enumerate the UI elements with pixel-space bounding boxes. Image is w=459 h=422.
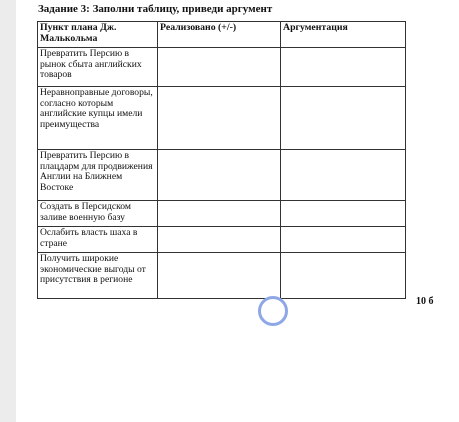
- table-header-row: [38, 22, 406, 48]
- argument-cell[interactable]: [281, 201, 406, 227]
- task-title: Задание 3: Заполни таблицу, приведи аргумент: [38, 3, 273, 15]
- page-number: 10 б: [416, 296, 434, 307]
- loading-spinner-icon: [258, 296, 288, 326]
- table-row: [38, 227, 406, 253]
- argument-cell[interactable]: [281, 87, 406, 150]
- table-row: [38, 253, 406, 299]
- table-row: [38, 87, 406, 150]
- implemented-cell[interactable]: [158, 227, 281, 253]
- plan-item-cell: Ослабить власть шаха в стране: [38, 227, 158, 253]
- implemented-cell[interactable]: [158, 48, 281, 87]
- implemented-cell[interactable]: [158, 201, 281, 227]
- table-row: [38, 48, 406, 87]
- implemented-cell[interactable]: [158, 87, 281, 150]
- scan-margin: [0, 0, 16, 422]
- header-implemented: Реализовано (+/-): [158, 22, 281, 48]
- argument-cell[interactable]: [281, 150, 406, 201]
- plan-item-cell: Превратить Персию в рынок сбыта английских товаров: [38, 48, 158, 87]
- table-row: [38, 150, 406, 201]
- argument-cell[interactable]: [281, 48, 406, 87]
- table-row: [38, 201, 406, 227]
- plan-item-cell: Создать в Персидском заливе военную базу: [38, 201, 158, 227]
- plan-table: [37, 21, 406, 299]
- argument-cell[interactable]: [281, 227, 406, 253]
- plan-item-cell: Превратить Персию в плацдарм для продвижения Англии на Ближнем Востоке: [38, 150, 158, 201]
- plan-item-cell: Неравноправные договоры, согласно которым английские купцы имели преимущества: [38, 87, 158, 150]
- header-plan-item: Пункт плана Дж. Малькольма: [38, 22, 158, 48]
- implemented-cell[interactable]: [158, 150, 281, 201]
- plan-item-cell: Получить широкие экономические выгоды от присутствия в регионе: [38, 253, 158, 299]
- argument-cell[interactable]: [281, 253, 406, 299]
- implemented-cell[interactable]: [158, 253, 281, 299]
- header-argumentation: Аргументация: [281, 22, 406, 48]
